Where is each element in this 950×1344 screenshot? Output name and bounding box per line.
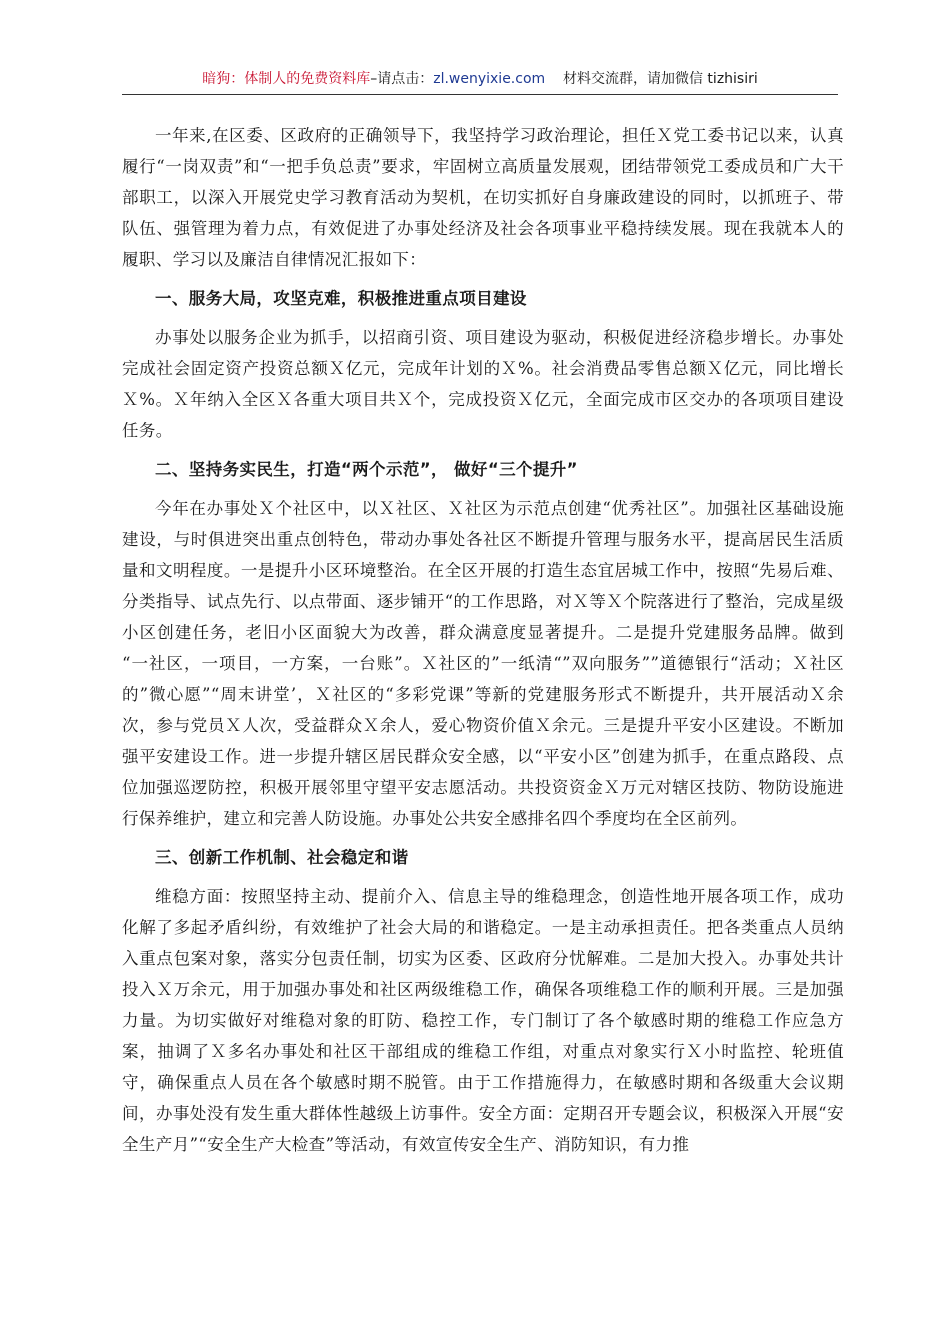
section-paragraph-3: 维稳方面：按照坚持主动、提前介入、信息主导的维稳理念，创造性地开展各项工作，成功化解了多起矛盾纠纷，有效维护了社会大局的和谐稳定。一是主动承担责任。把各类重点人员纳入重点包案对象，落实分包责任制，切实为区委、区政府分忧解难。二是加大投入。办事处共计投入Ｘ万余元，用于加强办事处和社区两级维稳工作，确保各项维稳工作的顺利开展。三是加强力量。为切实做好对维稳对象的盯防、稳控工作，专门制订了各个敏感时期的维稳工作应急方案，抽调了Ｘ多名办事处和社区干部组成的维稳工作组，对重点对象实行Ｘ小时监控、轮班值守，确保重点人员在各个敏感时期不脱管。由于工作措施得力，在敏感时期和各级重大会议期间，办事处没有发生重大群体性越级上访事件。安全方面：定期召开专题会议，积极深入开展“安全生产月”“安全生产大检查”等活动，有效宣传安全生产、消防知识，有力推 xyxy=(122,887,844,1154)
section-heading-1: 一、服务大局，攻坚克难，积极推进重点项目建设 xyxy=(155,289,527,308)
header-click-prefix: –请点击： xyxy=(370,71,434,87)
section-heading-2: 二、坚持务实民生，打造“两个示范”， 做好“三个提升” xyxy=(155,460,578,479)
intro-paragraph: 一年来,在区委、区政府的正确领导下，我坚持学习政治理论，担任Ｘ党工委书记以来，认真履行“一岗双责”和“一把手负总责”要求，牢固树立高质量发展观，团结带领党工委成员和广大干部职工，以深入开展党史学习教育活动为契机，在切实抓好自身廉政建设的同时，以抓班子、带队伍、强管理为着力点，有效促进了办事处经济及社会各项事业平稳持续发展。现在我就本人的履职、学习以及廉洁自律情况汇报如下： xyxy=(122,126,844,269)
document-body xyxy=(122,120,844,1160)
section-heading-3: 三、创新工作机制、社会稳定和谐 xyxy=(155,848,409,867)
header-brand: 暗狗：体制人的免费资料库 xyxy=(202,71,371,87)
section-paragraph-1: 办事处以服务企业为抓手，以招商引资、项目建设为驱动，积极促进经济稳步增长。办事处完成社会固定资产投资总额Ｘ亿元，完成年计划的Ｘ%。社会消费品零售总额Ｘ亿元，同比增长Ｘ%。Ｘ年纳入全区Ｘ各重大项目共Ｘ个，完成投资Ｘ亿元，全面完成市区交办的各项项目建设任务。 xyxy=(122,328,844,440)
header-url-link[interactable]: zl.wenyixie.com xyxy=(433,71,546,87)
section-paragraph-2: 今年在办事处Ｘ个社区中，以Ｘ社区、Ｘ社区为示范点创建“优秀社区”。加强社区基础设施建设，与时俱进突出重点创特色，带动办事处各社区不断提升管理与服务水平，提高居民生活质量和文明程度。一是提升小区环境整治。在全区开展的打造生态宜居城工作中，按照“先易后难、分类指导、试点先行、以点带面、逐步铺开“的工作思路，对Ｘ等Ｘ个院落进行了整治，完成星级小区创建任务，老旧小区面貌大为改善，群众满意度显著提升。二是提升党建服务品牌。做到 “一社区，一项目，一方案，一台账”。Ｘ社区的”一纸清“”双向服务””道德银行“活动；Ｘ社区的”微心愿”“周末讲堂’，Ｘ社区的“多彩党课”等新的党建服务形式不断提升，共开展活动Ｘ余次，参与党员Ｘ人次，受益群众Ｘ余人，爱心物资价值Ｘ余元。三是提升平安小区建设。不断加强平安建设工作。进一步提升辖区居民群众安全感，以“平安小区”创建为抓手，在重点路段、点位加强巡逻防控，积极开展邻里守望平安志愿活动。共投资资金Ｘ万元对辖区技防、物防设施进行保养维护，建立和完善人防设施。办事处公共安全感排名四个季度均在全区前列。 xyxy=(122,499,844,828)
header-contact: 材料交流群，请加微信 tizhisiri xyxy=(562,71,758,87)
page-header xyxy=(122,68,838,95)
